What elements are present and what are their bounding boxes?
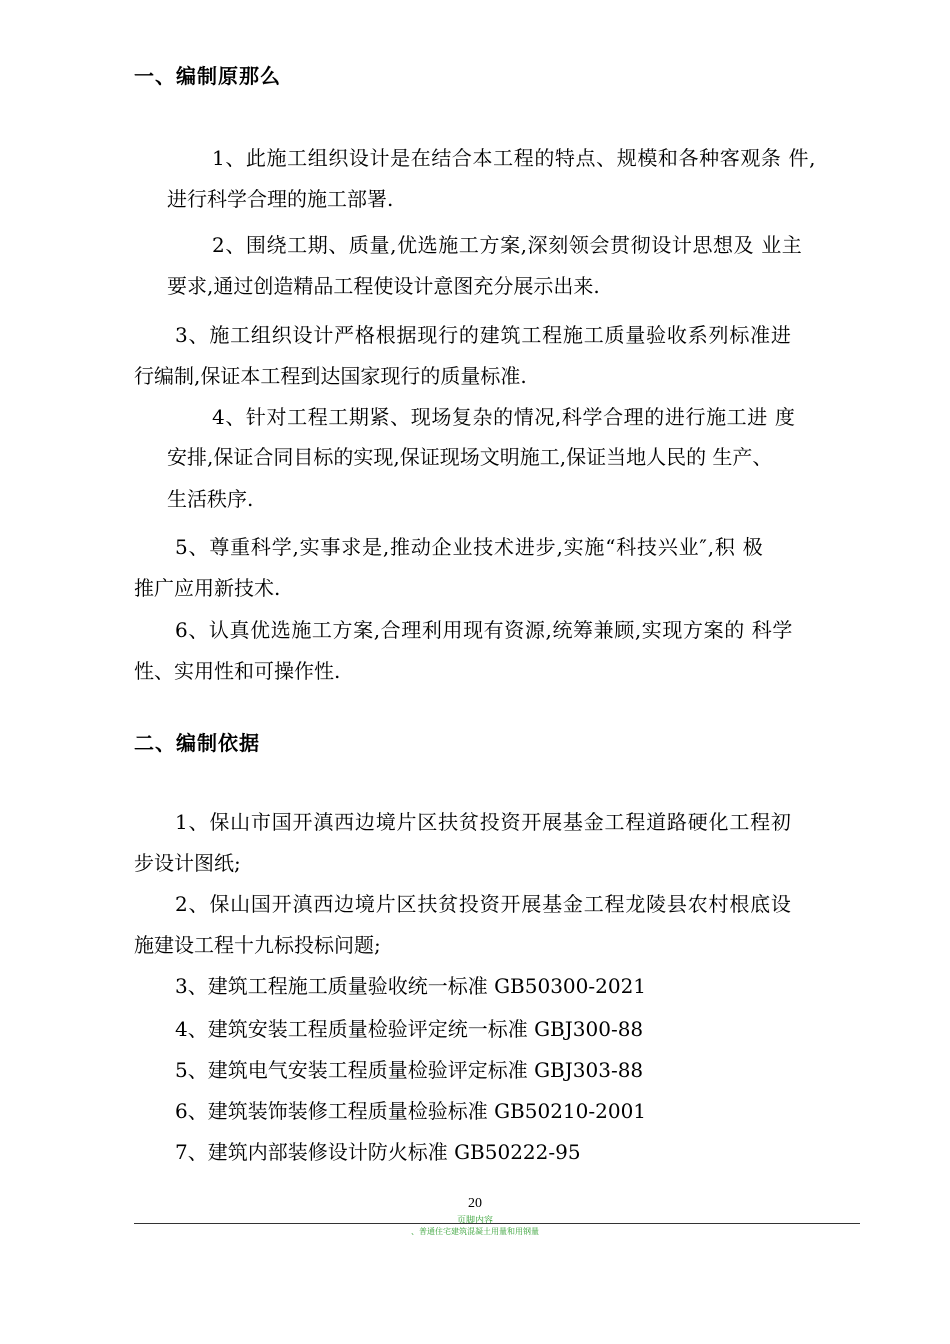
principle-line: 3、施工组织设计严格根据现行的建筑工程施工质量验收系列标准进 xyxy=(175,323,792,347)
principle-line: 性、实用性和可操作性. xyxy=(134,659,341,683)
principle-line: 2、围绕工期、质量,优选施工方案,深刻领会贯彻设计思想及 业主 xyxy=(212,233,803,257)
basis-line: 1、保山市国开滇西边境片区扶贫投资开展基金工程道路硬化工程初 xyxy=(175,810,792,834)
basis-line: 4、建筑安装工程质量检验评定统一标准 GBJ300-88 xyxy=(175,1017,644,1041)
principle-line: 生活秩序. xyxy=(167,487,254,511)
page-number: 20 xyxy=(468,1196,482,1211)
principle-line: 推广应用新技术. xyxy=(134,576,281,600)
principle-line: 要求,通过创造精品工程使设计意图充分展示出来. xyxy=(167,274,600,298)
footer-divider xyxy=(134,1223,860,1224)
basis-line: 6、建筑装饰装修工程质量检验标准 GB50210-2001 xyxy=(175,1099,647,1123)
principle-line: 1、此施工组织设计是在结合本工程的特点、规模和各种客观条 件, xyxy=(212,146,817,170)
principle-line: 安排,保证合同目标的实现,保证现场文明施工,保证当地人民的 生产、 xyxy=(167,445,773,469)
footer-label: 页脚内容 xyxy=(456,1215,493,1225)
basis-line: 施建设工程十九标投标问题; xyxy=(134,933,381,957)
principle-line: 5、尊重科学,实事求是,推动企业技术进步,实施“科技兴业″,积 极 xyxy=(175,535,764,559)
principle-line: 4、针对工程工期紧、现场复杂的情况,科学合理的进行施工进 度 xyxy=(212,405,796,429)
section-heading-principles: 一、编制原那么 xyxy=(134,64,281,88)
section-heading-basis: 二、编制依据 xyxy=(134,731,260,755)
basis-line: 步设计图纸; xyxy=(134,851,241,875)
basis-line: 2、保山国开滇西边境片区扶贫投资开展基金工程龙陵县农村根底设 xyxy=(175,892,792,916)
principle-line: 行编制,保证本工程到达国家现行的质量标准. xyxy=(134,364,527,388)
basis-line: 3、建筑工程施工质量验收统一标准 GB50300-2021 xyxy=(175,974,647,998)
footer-note: 、普通住宅建筑混凝土用量和用钢量 xyxy=(411,1227,539,1236)
principle-line: 6、认真优选施工方案,合理利用现有资源,统筹兼顾,实现方案的 科学 xyxy=(175,618,793,642)
principle-line: 进行科学合理的施工部署. xyxy=(167,187,394,211)
basis-line: 5、建筑电气安装工程质量检验评定标准 GBJ303-88 xyxy=(175,1058,644,1082)
basis-line: 7、建筑内部装修设计防火标准 GB50222-95 xyxy=(175,1140,581,1164)
